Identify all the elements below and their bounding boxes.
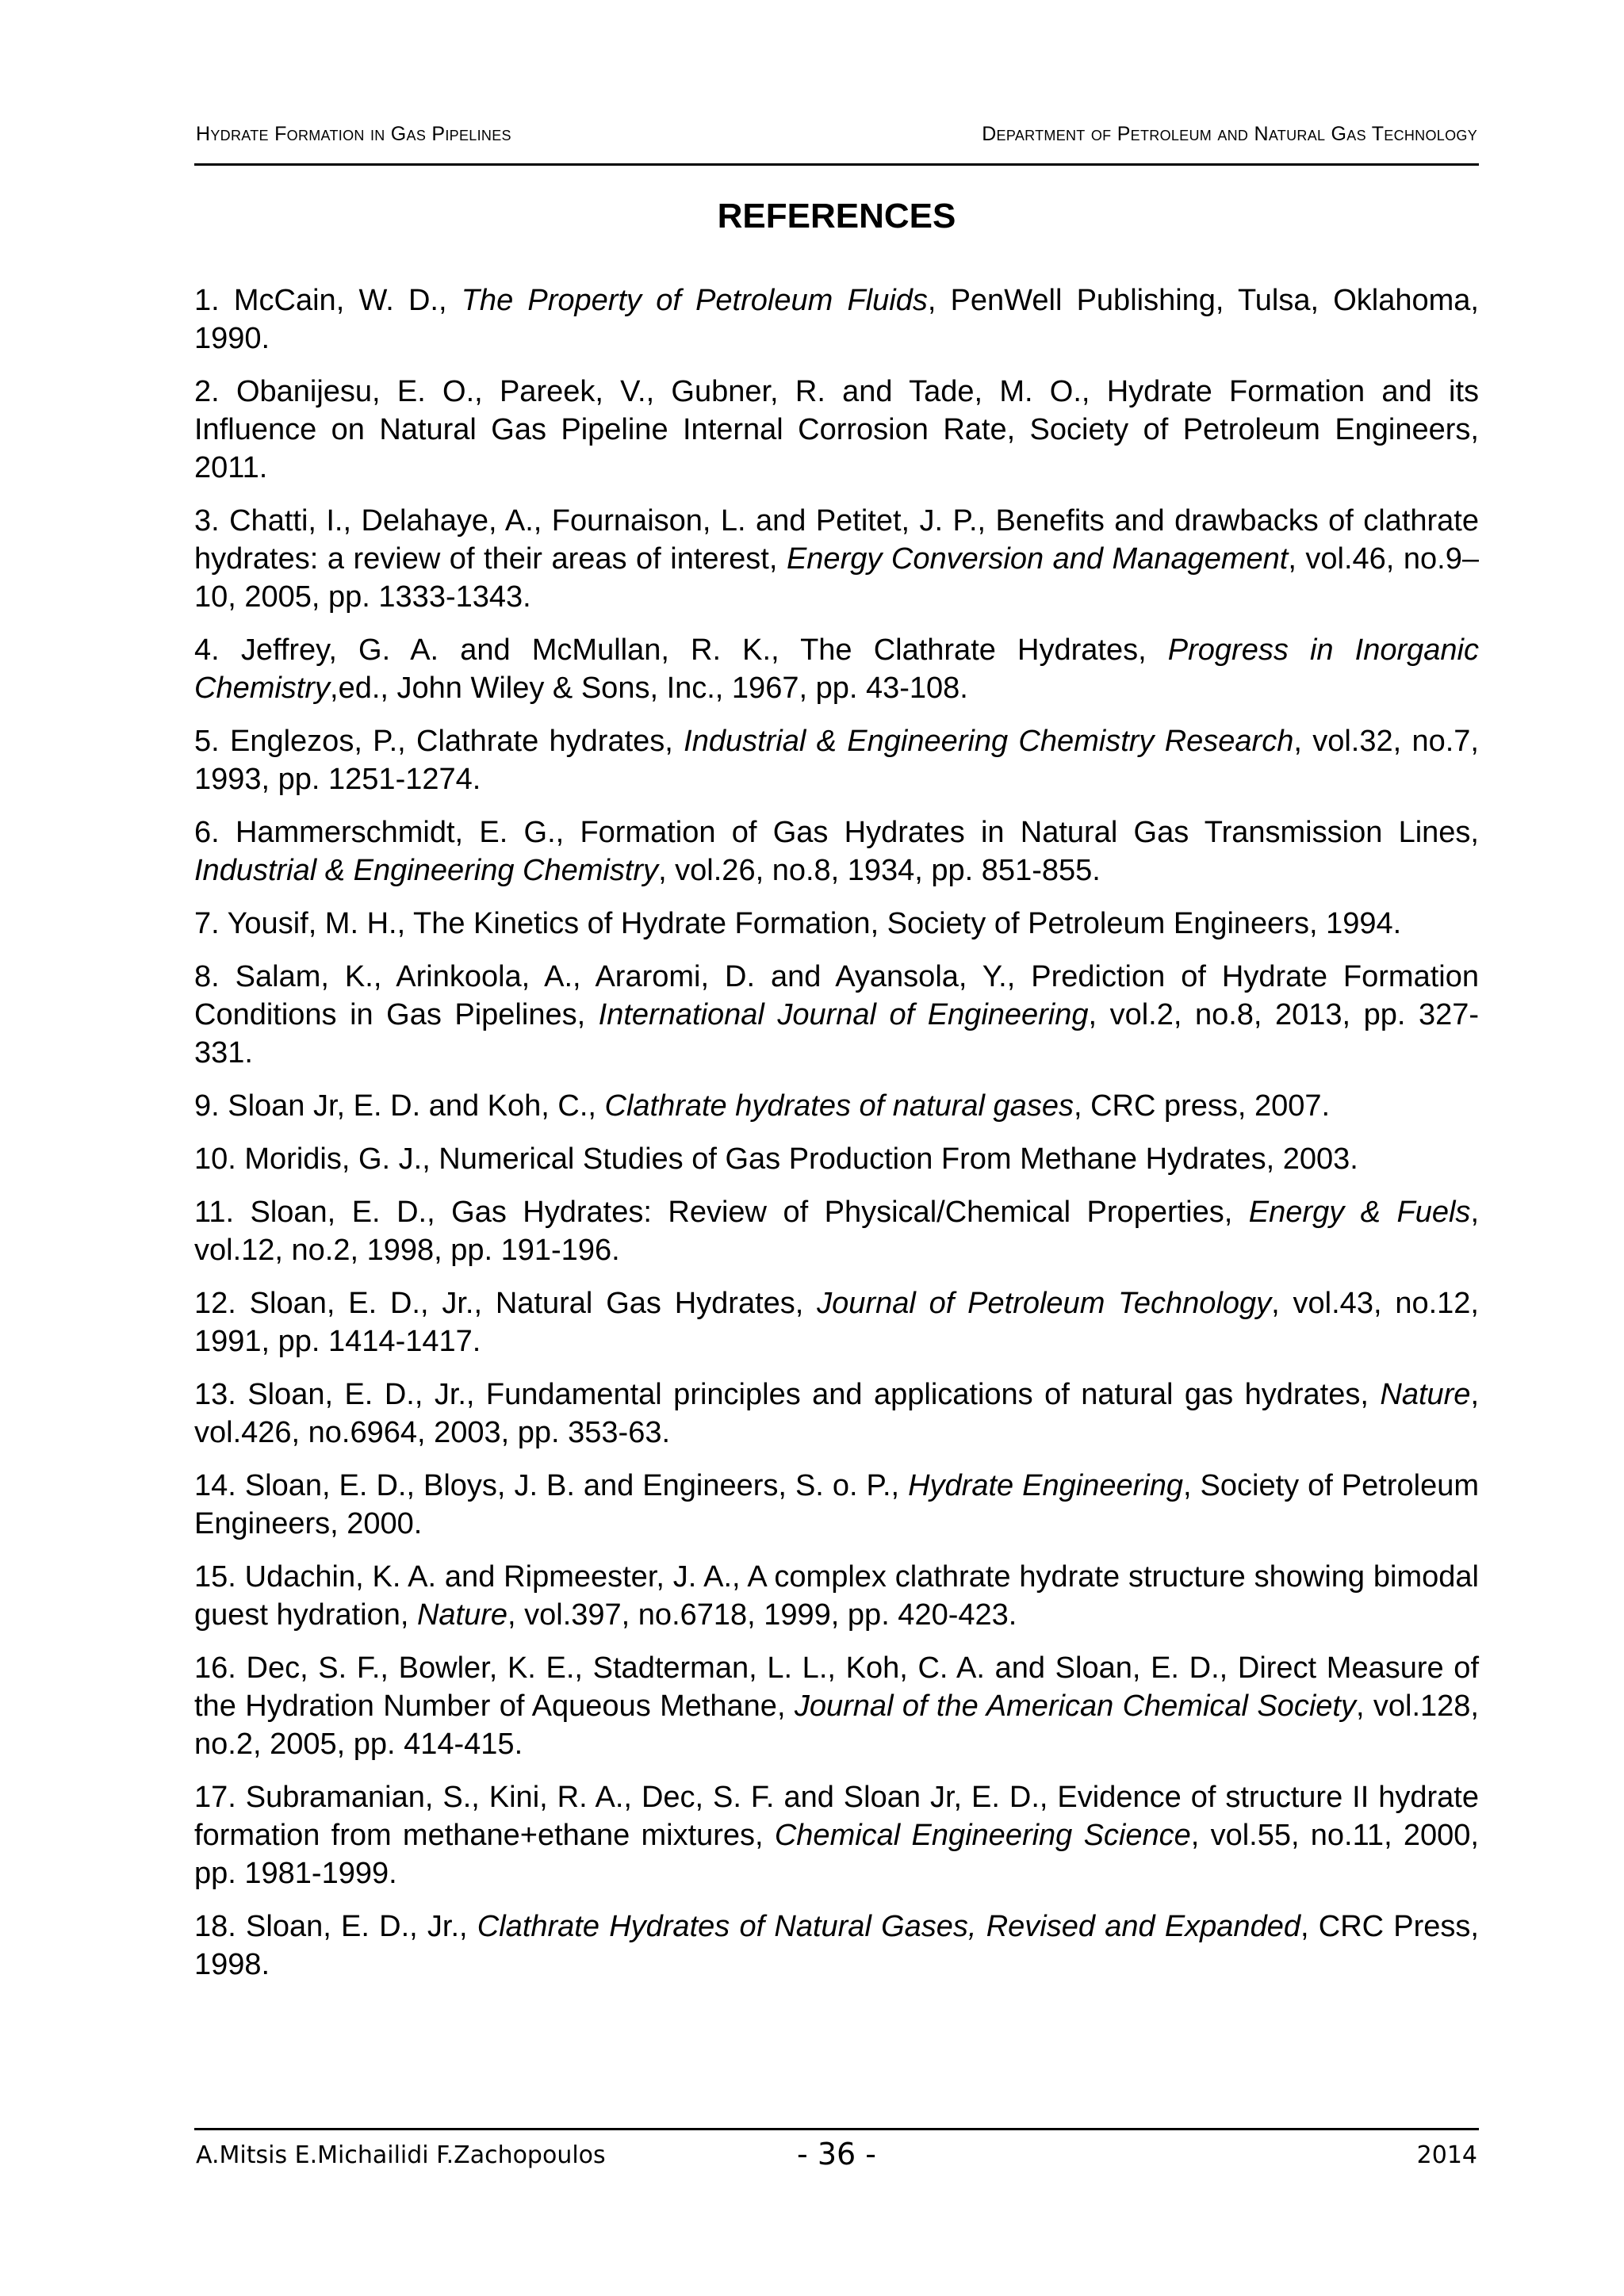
reference-item [194, 1140, 1479, 1178]
reference-source-title: Nature [416, 1598, 508, 1632]
reference-text: 1. McCain, W. D., [194, 284, 462, 317]
reference-item [194, 502, 1479, 616]
reference-source-title: Energy Conversion and Management [786, 542, 1289, 576]
reference-details: , vol.43, no.12, 1991, pp. 1414-1417. [194, 1287, 1479, 1358]
reference-source-title: Energy & Fuels [1248, 1196, 1471, 1229]
reference-text: 17. Subramanian, S., Kini, R. A., Dec, S. F. and Sloan Jr, E. D., Evidence of structure II hydrate formation from methane+ethane mixtures, [194, 1781, 1479, 1852]
reference-source-title: Hydrate Engineering [908, 1469, 1183, 1502]
reference-source-title: The Property of Petroleum Fluids [461, 284, 928, 317]
reference-source-title: Nature [1380, 1378, 1471, 1411]
reference-text: 5. Englezos, P., Clathrate hydrates, [194, 725, 684, 758]
reference-item [194, 373, 1479, 487]
reference-source-title: Progress in Inorganic Chemistry [194, 633, 1479, 705]
reference-source-title: Clathrate Hydrates of Natural Gases, Revised and Expanded [477, 1910, 1300, 1943]
reference-item [194, 1376, 1479, 1452]
reference-text: 6. Hammerschmidt, E. G., Formation of Gas Hydrates in Natural Gas Transmission Lines, [194, 816, 1479, 849]
reference-text: 11. Sloan, E. D., Gas Hydrates: Review of Physical/Chemical Properties, [194, 1196, 1249, 1229]
reference-details: , vol.55, no.11, 2000, pp. 1981-1999. [194, 1819, 1479, 1890]
reference-text: 8. Salam, K., Arinkoola, A., Araromi, D. and Ayansola, Y., Prediction of Hydrate Formation Conditions in Gas Pipelines, [194, 960, 1479, 1031]
reference-text: 7. Yousif, M. H., The Kinetics of Hydrate Formation, Society of Petroleum Engineers, 1994. [194, 907, 1402, 940]
reference-source-title: Industrial & Engineering Chemistry Research [684, 725, 1294, 758]
page-footer [194, 2128, 1479, 2175]
reference-details: , vol.46, no.9–10, 2005, pp. 1333-1343. [194, 542, 1479, 614]
page-title: REFERENCES [717, 197, 956, 235]
reference-text: 14. Sloan, E. D., Bloys, J. B. and Engineers, S. o. P., [194, 1469, 909, 1502]
reference-details: , PenWell Publishing, Tulsa, Oklahoma, 1990. [194, 284, 1479, 355]
reference-item [194, 905, 1479, 943]
reference-item [194, 1649, 1479, 1763]
reference-text: 9. Sloan Jr, E. D. and Koh, C., [194, 1089, 605, 1123]
reference-text: 10. Moridis, G. J., Numerical Studies of Gas Production From Methane Hydrates, 2003. [194, 1142, 1358, 1176]
reference-details: , vol.26, no.8, 1934, pp. 851-855. [658, 854, 1101, 887]
reference-source-title: Chemical Engineering Science [774, 1819, 1191, 1852]
reference-details: , CRC press, 2007. [1073, 1089, 1331, 1123]
reference-text: 15. Udachin, K. A. and Ripmeester, J. A., A complex clathrate hydrate structure showing bimodal guest hydration, [194, 1560, 1479, 1632]
reference-text: 12. Sloan, E. D., Jr., Natural Gas Hydrates, [194, 1287, 818, 1320]
reference-item [194, 958, 1479, 1072]
reference-text: 3. Chatti, I., Delahaye, A., Fournaison, L. and Petitet, J. P., Benefits and drawbacks of clathrate hydrates: a review of their areas of interest, [194, 504, 1479, 576]
reference-item [194, 813, 1479, 890]
reference-item [194, 1284, 1479, 1360]
reference-details: , Society of Petroleum Engineers, 2000. [194, 1469, 1479, 1540]
reference-text: 13. Sloan, E. D., Jr., Fundamental principles and applications of natural gas hydrates, [194, 1378, 1381, 1411]
footer-authors: A.Mitsis E.Michailidi F.Zachopoulos [196, 2141, 606, 2169]
reference-item [194, 1087, 1479, 1125]
reference-item [194, 722, 1479, 798]
reference-list [194, 281, 1479, 1999]
reference-details: , CRC Press, 1998. [194, 1910, 1479, 1981]
reference-details: ,ed., John Wiley & Sons, Inc., 1967, pp. 43-108. [330, 672, 968, 705]
reference-source-title: Industrial & Engineering Chemistry [194, 854, 659, 887]
reference-text: 18. Sloan, E. D., Jr., [194, 1910, 477, 1943]
reference-item [194, 1193, 1479, 1269]
footer-year: 2014 [1416, 2141, 1477, 2169]
reference-details: , vol.397, no.6718, 1999, pp. 420-423. [508, 1598, 1017, 1632]
reference-details: , vol.128, no.2, 2005, pp. 414-415. [194, 1689, 1479, 1761]
reference-details: , vol.32, no.7, 1993, pp. 1251-1274. [194, 725, 1479, 796]
reference-details: , vol.2, no.8, 2013, pp. 327-331. [194, 998, 1479, 1070]
reference-source-title: Clathrate hydrates of natural gases [604, 1089, 1074, 1123]
page-header [194, 119, 1479, 166]
reference-item [194, 1908, 1479, 1984]
reference-text: 2. Obanijesu, E. O., Pareek, V., Gubner, R. and Tade, M. O., Hydrate Formation and its Influence on Natural Gas Pipeline Internal Corrosion Rate, Society of Petroleum Engineers, 2011. [194, 375, 1479, 484]
reference-source-title: Journal of Petroleum Technology [817, 1287, 1272, 1320]
reference-source-title: International Journal of Engineering [598, 998, 1089, 1031]
reference-text: 16. Dec, S. F., Bowler, K. E., Stadterman, L. L., Koh, C. A. and Sloan, E. D., Direct Measure of the Hydration Number of Aqueous Methane, [194, 1651, 1479, 1723]
reference-details: , vol.426, no.6964, 2003, pp. 353-63. [194, 1378, 1479, 1449]
reference-details: , vol.12, no.2, 1998, pp. 191-196. [194, 1196, 1479, 1267]
reference-item [194, 1558, 1479, 1634]
page-number: - 36 - [797, 2137, 876, 2172]
reference-item [194, 1778, 1479, 1892]
reference-source-title: Journal of the American Chemical Society [794, 1689, 1356, 1723]
header-right-department: Department of Petroleum and Natural Gas Technology [982, 123, 1477, 145]
reference-item [194, 281, 1479, 358]
reference-text: 4. Jeffrey, G. A. and McMullan, R. K., The Clathrate Hydrates, [194, 633, 1168, 667]
header-left-title: Hydrate Formation in Gas Pipelines [196, 123, 511, 145]
reference-item [194, 1467, 1479, 1543]
reference-item [194, 631, 1479, 707]
